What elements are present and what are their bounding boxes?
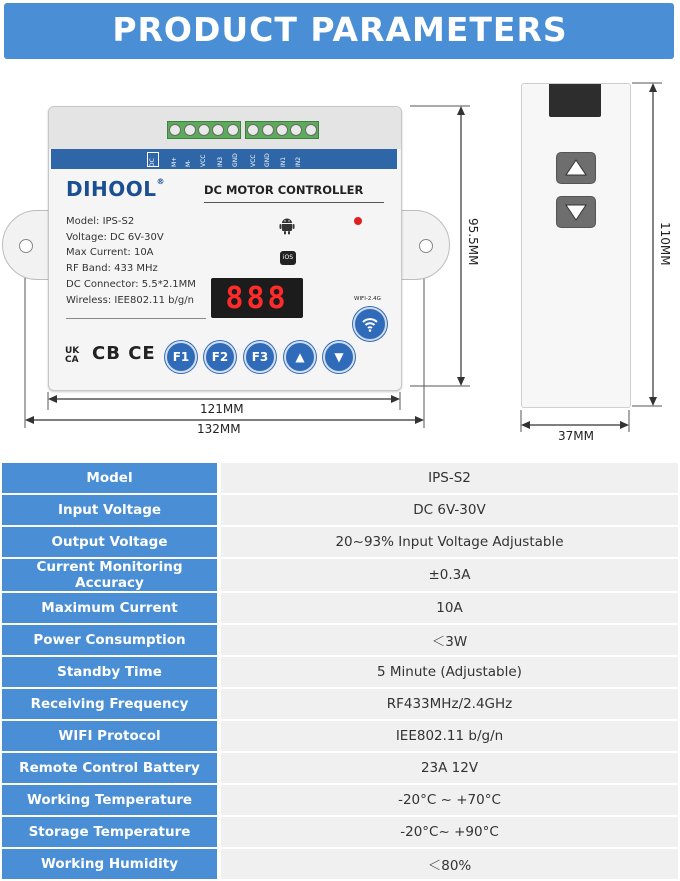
spec-line: Max Current: 10A — [66, 247, 154, 259]
table-row — [2, 495, 678, 525]
terminal-label: IN3 — [217, 156, 224, 167]
device-specs — [66, 214, 196, 308]
dimension-height-label: 95.5MM — [466, 218, 480, 266]
cb-ce-marks: CB CE — [92, 343, 156, 364]
table-row — [2, 785, 678, 815]
up-arrow-button[interactable]: ▲ — [284, 341, 316, 373]
parameters-table — [2, 461, 678, 881]
param-label: Maximum Current — [2, 593, 217, 623]
param-label: Storage Temperature — [2, 817, 217, 847]
status-led — [354, 217, 362, 225]
led-display — [211, 278, 303, 318]
param-value: 20~93% Input Voltage Adjustable — [217, 527, 678, 557]
spec-line: DC Connector: 5.5*2.1MM — [66, 278, 196, 290]
wifi-label: WIFI-2.4G — [354, 296, 381, 302]
param-label: Input Voltage — [2, 495, 217, 525]
terminal-label: M- — [185, 159, 192, 167]
down-arrow-icon — [557, 197, 595, 227]
param-value: RF433MHz/2.4GHz — [217, 689, 678, 719]
table-row — [2, 463, 678, 493]
param-value: IPS-S2 — [217, 463, 678, 493]
dimension-outer-width-label: 132MM — [197, 422, 241, 436]
terminal-label: GND — [264, 153, 271, 167]
remote-top-cap — [549, 84, 601, 117]
spec-line: Wireless: IEE802.11 b/g/n — [66, 294, 194, 306]
param-label: Output Voltage — [2, 527, 217, 557]
ukca-bottom: CA — [65, 355, 79, 365]
mounting-hole-right — [419, 239, 433, 253]
param-value: 10A — [217, 593, 678, 623]
remote-height-label: 110MM — [658, 222, 672, 266]
remote-width-label: 37MM — [558, 429, 594, 443]
param-value: ±0.3A — [217, 559, 678, 591]
display-value: 888 — [225, 280, 289, 316]
wifi-button[interactable] — [353, 307, 387, 341]
param-label: Power Consumption — [2, 625, 217, 655]
spec-line: Model: IPS-S2 — [66, 216, 135, 227]
terminal-label: IN2 — [295, 156, 302, 167]
param-label: Receiving Frequency — [2, 689, 217, 719]
spec-line: Voltage: DC 6V-30V — [66, 231, 164, 243]
remote-up-button[interactable] — [556, 152, 596, 184]
ios-badge: iOS — [280, 251, 296, 265]
param-value: ＜3W — [217, 625, 678, 655]
up-arrow-icon — [557, 153, 595, 183]
param-label: Current Monitoring Accuracy — [2, 559, 217, 591]
param-value: 23A 12V — [217, 753, 678, 783]
param-value: IEE802.11 b/g/n — [217, 721, 678, 751]
f1-button[interactable]: F1 — [165, 341, 197, 373]
remote-down-button[interactable] — [556, 196, 596, 228]
terminal-block-right — [245, 121, 319, 139]
down-arrow-button[interactable]: ▼ — [323, 341, 355, 373]
terminal-block-left — [167, 121, 241, 139]
wifi-icon — [355, 309, 385, 339]
param-value: -20°C~ +90°C — [217, 817, 678, 847]
table-row — [2, 721, 678, 751]
param-label: Remote Control Battery — [2, 753, 217, 783]
param-label: Working Temperature — [2, 785, 217, 815]
table-row — [2, 559, 678, 591]
param-label: WIFI Protocol — [2, 721, 217, 751]
controller-device — [48, 106, 402, 391]
table-row — [2, 817, 678, 847]
table-row — [2, 625, 678, 655]
param-label: Working Humidity — [2, 849, 217, 879]
terminal-label-strip — [51, 149, 397, 169]
trademark-symbol: ® — [156, 177, 166, 186]
param-value: 5 Minute (Adjustable) — [217, 657, 678, 687]
remote-control — [521, 83, 631, 408]
table-row — [2, 753, 678, 783]
specs-divider — [66, 318, 206, 319]
terminal-label: IN1 — [280, 156, 287, 167]
table-row — [2, 689, 678, 719]
param-value: DC 6V-30V — [217, 495, 678, 525]
mounting-hole-left — [19, 239, 33, 253]
terminal-label: GND — [232, 153, 239, 167]
brand-logo — [66, 177, 165, 201]
spec-line: RF Band: 433 MHz — [66, 263, 158, 275]
table-row — [2, 527, 678, 557]
terminal-label: DC — [149, 158, 156, 167]
param-value: ＜80% — [217, 849, 678, 879]
terminal-label: VCC — [250, 154, 257, 167]
page-title: PRODUCT PARAMETERS — [112, 10, 568, 49]
terminal-label: M+ — [171, 156, 178, 167]
dimension-inner-width-label: 121MM — [200, 402, 244, 416]
ukca-mark — [65, 347, 79, 365]
table-row — [2, 593, 678, 623]
table-row — [2, 657, 678, 687]
param-value: -20°C ~ +70°C — [217, 785, 678, 815]
f3-button[interactable]: F3 — [244, 341, 276, 373]
param-label: Standby Time — [2, 657, 217, 687]
title-divider — [204, 202, 384, 203]
device-title: DC MOTOR CONTROLLER — [204, 183, 364, 197]
brand-name: DIHOOL — [66, 177, 157, 201]
f2-button[interactable]: F2 — [204, 341, 236, 373]
table-row — [2, 849, 678, 879]
terminal-label: VCC — [200, 154, 207, 167]
android-icon — [279, 217, 295, 235]
param-label: Model — [2, 463, 217, 493]
ukca-top: UK — [65, 346, 80, 356]
